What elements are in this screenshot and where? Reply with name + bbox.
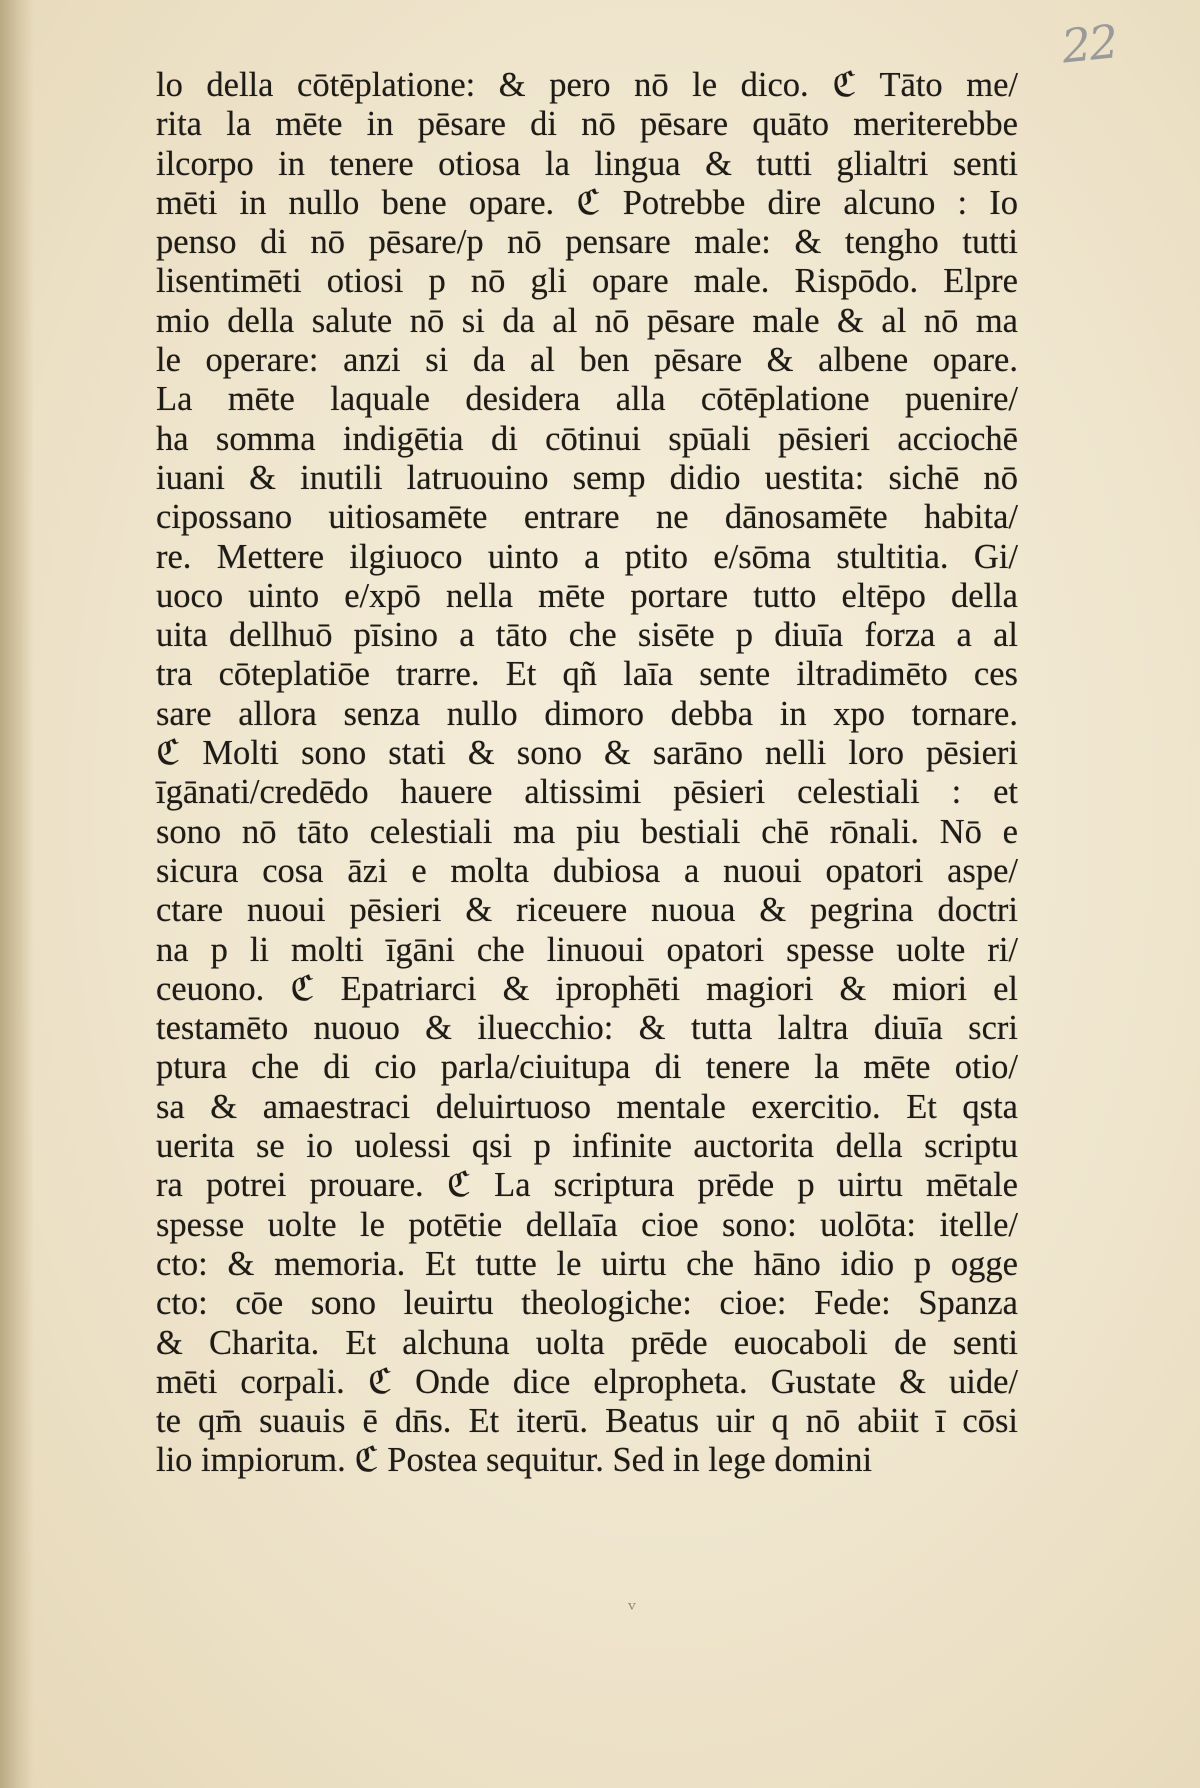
text-line: lio impiorum. ℭ Postea sequitur. Sed in lege domini xyxy=(156,1441,873,1480)
page-text-block xyxy=(156,66,1018,1481)
text-line: te qm̄ suauis ē dn̄s. Et iterū. Beatus uir q nō abiit ī cōsi xyxy=(156,1402,1018,1441)
text-line: lisentimēti otiosi p nō gli opare male. Rispōdo. Elpre xyxy=(156,262,1018,301)
text-line: ha somma indigētia di cōtinui spūali pēsieri acciochē xyxy=(156,419,1018,458)
text-line: uerita se io uolessi qsi p infinite auctorita della scriptu xyxy=(156,1127,1018,1166)
text-line: cipossano uitiosamēte entrare ne dānosamēte habita/ xyxy=(156,498,1018,537)
bottom-ink-mark: ᵛ xyxy=(628,1598,637,1623)
text-line: sono nō tāto celestiali ma piu bestiali chē rōnali. Nō e xyxy=(156,812,1018,851)
folio-number: 22 xyxy=(1059,14,1120,74)
text-line: ceuono. ℭ Epatriarci & iprophēti magiori & miori el xyxy=(156,969,1018,1008)
text-line: tra cōteplatiōe trarre. Et qñ laīa sente iltradimēto ces xyxy=(156,655,1018,694)
text-line: re. Mettere ilgiuoco uinto a ptito e/sōma stultitia. Gi/ xyxy=(156,537,1018,576)
text-line: ctare nuoui pēsieri & riceuere nuoua & pegrina doctri xyxy=(156,891,1018,930)
text-line: na p li molti īgāni che linuoui opatori spesse uolte ri/ xyxy=(156,930,1018,969)
text-line: ℭ Molti sono stati & sono & sarāno nelli loro pēsieri xyxy=(156,734,1018,773)
text-line: sare allora senza nullo dimoro debba in xpo tornare. xyxy=(156,694,1018,733)
text-line: iuani & inutili latruouino semp didio uestita: sichē nō xyxy=(156,458,1018,497)
text-line: uoco uinto e/xpō nella mēte portare tutto eltēpo della xyxy=(156,576,1018,615)
text-line: sa & amaestraci deluirtuoso mentale exercitio. Et qsta xyxy=(156,1087,1018,1126)
text-line: testamēto nuouo & iluecchio: & tutta laltra diuīa scri xyxy=(156,1009,1018,1048)
text-line: ra potrei prouare. ℭ La scriptura prēde p uirtu mētale xyxy=(156,1166,1018,1205)
text-line: lo della cōtēplatione: & pero nō le dico. ℭ Tāto me/ xyxy=(156,66,1018,104)
text-line: La mēte laquale desidera alla cōtēplatione puenire/ xyxy=(156,380,1018,419)
text-line: & Charita. Et alchuna uolta prēde euocaboli de senti xyxy=(156,1323,1018,1362)
text-line: spesse uolte le potētie dellaīa cioe sono: uolōta: itelle/ xyxy=(156,1205,1018,1244)
text-line: rita la mēte in pēsare di nō pēsare quāto meriterebbe xyxy=(156,105,1018,144)
text-line: ptura che di cio parla/ciuitupa di tenere la mēte otio/ xyxy=(156,1048,1018,1087)
page-gutter-shadow xyxy=(0,0,34,1788)
text-line: sicura cosa āzi e molta dubiosa a nuoui opatori aspe/ xyxy=(156,851,1018,890)
text-line: cto: cōe sono leuirtu theologiche: cioe: Fede: Spanza xyxy=(156,1284,1018,1323)
text-line: ilcorpo in tenere otiosa la lingua & tutti glialtri senti xyxy=(156,144,1018,183)
text-line: mio della salute nō si da al nō pēsare male & al nō ma xyxy=(156,301,1018,340)
text-line: penso di nō pēsare/p nō pensare male: & tengho tutti xyxy=(156,223,1018,262)
text-line: le operare: anzi si da al ben pēsare & albene opare. xyxy=(156,341,1018,380)
text-line: īgānati/credēdo hauere altissimi pēsieri celestiali : et xyxy=(156,773,1018,812)
text-line: uita dellhuō pīsino a tāto che sisēte p diuīa forza a al xyxy=(156,616,1018,655)
text-line: cto: & memoria. Et tutte le uirtu che hāno idio p ogge xyxy=(156,1244,1018,1283)
text-line: mēti in nullo bene opare. ℭ Potrebbe dire alcuno : Io xyxy=(156,183,1018,222)
text-line: mēti corpali. ℭ Onde dice elpropheta. Gustate & uide/ xyxy=(156,1362,1018,1401)
